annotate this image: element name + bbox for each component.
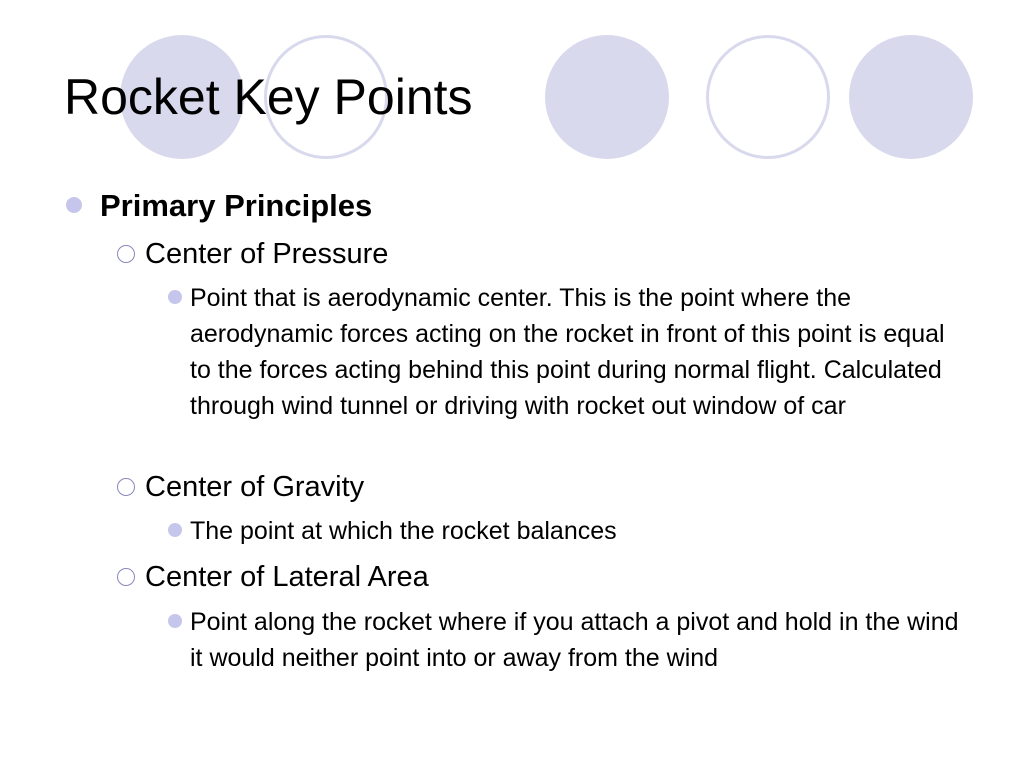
filled-circle-bullet-icon — [168, 614, 182, 628]
center-of-lateral-area-heading: Center of Lateral Area — [145, 561, 429, 593]
hollow-circle-bullet-icon — [117, 568, 135, 586]
center-of-gravity-heading: Center of Gravity — [145, 471, 365, 503]
decorative-filled-circle — [849, 35, 973, 159]
hollow-circle-bullet-icon — [117, 245, 135, 263]
filled-circle-bullet-icon — [168, 290, 182, 304]
hollow-circle-bullet-icon — [117, 478, 135, 496]
center-of-pressure-heading: Center of Pressure — [145, 238, 389, 270]
center-of-lateral-area-detail: Point along the rocket where if you attach a pivot and hold in the wind it would neither point into or away from the wind — [190, 608, 959, 672]
center-of-pressure-detail: Point that is aerodynamic center. This is the point where the aerodynamic forces acting on the rocket in front of this point is equal to the forces acting behind this point during normal flight. Calculated through wind tunnel or driving with rocket out window of car — [190, 284, 945, 420]
center-of-gravity-detail: The point at which the rocket balances — [190, 517, 617, 545]
primary-principles-heading: Primary Principles — [100, 188, 373, 223]
filled-circle-bullet-icon — [168, 523, 182, 537]
decorative-filled-circle — [545, 35, 669, 159]
filled-circle-bullet-icon — [66, 197, 82, 213]
decorative-ring-circle — [706, 35, 830, 159]
slide-title: Rocket Key Points — [64, 69, 473, 125]
